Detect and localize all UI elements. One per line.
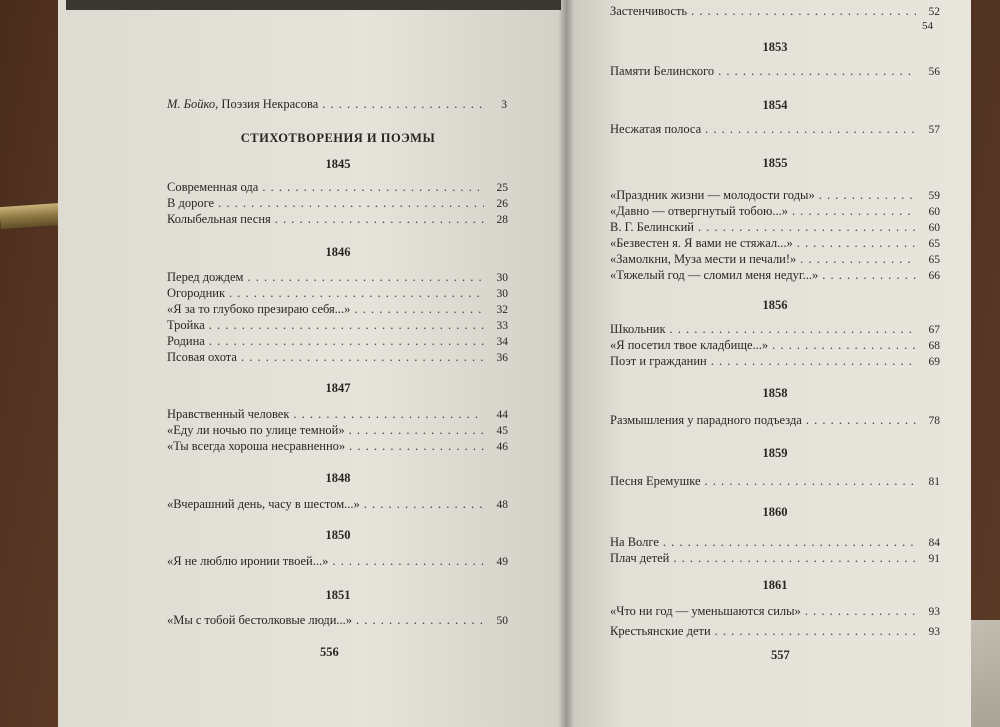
toc-title: Тройка <box>167 318 205 332</box>
toc-entry <box>167 423 508 438</box>
toc-entry <box>610 252 940 267</box>
toc-title: Поэт и гражданин <box>610 354 707 368</box>
year-heading: 1848 <box>325 471 351 485</box>
toc-entry <box>610 604 940 619</box>
pen <box>0 203 63 229</box>
toc-page: 33 <box>496 320 508 332</box>
toc-page: 30 <box>496 288 508 300</box>
section-heading: СТИХОТВОРЕНИЯ И ПОЭМЫ <box>240 131 436 145</box>
year-heading: 1859 <box>762 446 788 460</box>
toc-title: Родина <box>167 334 205 348</box>
toc-page: 46 <box>496 441 508 453</box>
page-number: 557 <box>771 648 790 662</box>
left-page <box>58 0 570 727</box>
toc-title: «Еду ли ночью по улице темной» <box>167 423 345 437</box>
toc-page: 44 <box>496 409 508 421</box>
toc-title: «Тяжелый год — сломил меня недуг...» <box>610 268 819 282</box>
toc-entry <box>610 236 940 251</box>
toc-page: 45 <box>496 425 508 437</box>
year-heading: 1845 <box>325 157 351 171</box>
page-top-rule <box>66 0 561 10</box>
intro-author: М. Бойко <box>167 97 216 111</box>
toc-page: 93 <box>928 606 940 618</box>
toc-entry <box>167 334 508 349</box>
toc-title: Огородник <box>167 286 226 300</box>
toc-page: 65 <box>928 254 940 266</box>
intro-title: Поэзия Некрасова <box>221 97 319 111</box>
toc-title: Псовая охота <box>167 350 237 364</box>
toc-page: 84 <box>928 537 940 549</box>
toc-entry <box>610 4 940 19</box>
page-number: 556 <box>320 645 339 659</box>
toc-entry <box>610 322 940 337</box>
toc-title: В дороге <box>167 196 215 210</box>
toc-title: «Замолкни, Муза мести и печали!» <box>610 252 797 266</box>
toc-entry <box>167 407 508 422</box>
toc-title: «Мы с тобой бестолковые люди...» <box>167 613 353 627</box>
toc-page: 59 <box>928 190 940 202</box>
toc-title: «Давно — отвергнутый тобою...» <box>610 204 788 218</box>
toc-entry <box>610 413 940 428</box>
toc-title: Крестьянские дети <box>610 624 711 638</box>
year-heading: 1850 <box>325 528 351 542</box>
toc-entry <box>610 535 940 550</box>
toc-page: 66 <box>928 270 940 282</box>
year-heading: 1860 <box>762 505 788 519</box>
toc-title: В. Г. Белинский <box>610 220 694 234</box>
toc-page: 48 <box>496 499 508 511</box>
toc-title: «Я не люблю иронии твоей...» <box>167 554 329 568</box>
toc-entry <box>610 268 940 283</box>
toc-entry <box>167 180 508 195</box>
toc-page: 93 <box>928 626 940 638</box>
year-heading: 1855 <box>762 156 788 170</box>
toc-page: 34 <box>496 336 508 348</box>
toc-entry-intro: М. Бойко, Поэзия Некрасова . . . 3 <box>167 97 507 112</box>
toc-title: Несжатая полоса <box>610 122 702 136</box>
toc-entry <box>167 613 508 628</box>
toc-page: 78 <box>928 415 940 427</box>
toc-page: 57 <box>928 124 940 136</box>
toc-title: «Вчерашний день, часу в шестом...» <box>167 497 360 511</box>
toc-page: 28 <box>496 214 508 226</box>
toc-entry <box>167 286 508 301</box>
toc-page: 56 <box>928 66 940 78</box>
toc-entry <box>167 554 508 569</box>
toc-entry <box>167 350 508 365</box>
book-gutter <box>558 0 574 727</box>
toc-entry <box>167 270 508 285</box>
year-heading: 1846 <box>325 245 351 259</box>
toc-title: Современная ода <box>167 180 259 194</box>
year-heading: 1858 <box>762 386 788 400</box>
toc-page: 65 <box>928 238 940 250</box>
toc-page: 26 <box>496 198 508 210</box>
toc-title: Перед дождем <box>167 270 244 284</box>
toc-page: 67 <box>928 324 940 336</box>
toc-page: 25 <box>496 182 508 194</box>
toc-page: 91 <box>928 553 940 565</box>
toc-entry <box>610 338 940 353</box>
toc-title: «Я за то глубоко презираю себя...» <box>167 302 351 316</box>
toc-title: Колыбельная песня <box>167 212 271 226</box>
toc-page: 69 <box>928 356 940 368</box>
toc-title: «Безвестен я. Я вами не стяжал...» <box>610 236 793 250</box>
toc-title: Плач детей <box>610 551 670 565</box>
toc-title: Школьник <box>610 322 666 336</box>
toc-title: Памяти Белинского <box>610 64 715 78</box>
toc-entry <box>610 354 940 369</box>
year-heading: 1853 <box>762 40 788 54</box>
year-heading: 1856 <box>762 298 788 312</box>
toc-entry <box>167 497 508 512</box>
toc-title: Песня Еремушке <box>610 474 701 488</box>
toc-title: На Волге <box>610 535 659 549</box>
toc-entry <box>610 64 940 79</box>
year-heading: 1847 <box>325 381 351 395</box>
year-heading: 1851 <box>325 588 351 602</box>
toc-entry <box>610 220 940 235</box>
toc-page: 60 <box>928 222 940 234</box>
toc-title: Нравственный человек <box>167 407 290 421</box>
toc-entry <box>610 551 940 566</box>
toc-entry <box>610 188 940 203</box>
toc-page: 54 <box>922 20 933 32</box>
toc-entry <box>167 439 508 454</box>
intro-page: 3 <box>501 99 507 111</box>
toc-entry <box>610 474 940 489</box>
toc-title: «Праздник жизни — молодости годы» <box>610 188 815 202</box>
toc-page: 32 <box>496 304 508 316</box>
year-heading: 1854 <box>762 98 788 112</box>
toc-entry <box>610 204 940 219</box>
toc-entry <box>610 624 940 639</box>
toc-entry <box>167 302 508 317</box>
year-heading: 1861 <box>762 578 788 592</box>
toc-page: 60 <box>928 206 940 218</box>
toc-page: 50 <box>496 615 508 627</box>
toc-title: «Я посетил твое кладбище...» <box>610 338 769 352</box>
right-page <box>566 0 971 727</box>
toc-entry <box>167 212 508 227</box>
toc-title: Размышления у парадного подъезда <box>610 413 802 427</box>
toc-page: 81 <box>928 476 940 488</box>
toc-page: 30 <box>496 272 508 284</box>
toc-page: 68 <box>928 340 940 352</box>
toc-title: «Ты всегда хороша несравненно» <box>167 439 346 453</box>
toc-entry <box>167 196 508 211</box>
toc-page: 49 <box>496 556 508 568</box>
toc-page: 36 <box>496 352 508 364</box>
toc-entry <box>610 122 940 137</box>
toc-page: 52 <box>928 6 940 18</box>
toc-title: Застенчивость <box>610 4 688 18</box>
toc-title: «Что ни год — уменьшаются силы» <box>610 604 801 618</box>
toc-entry <box>167 318 508 333</box>
